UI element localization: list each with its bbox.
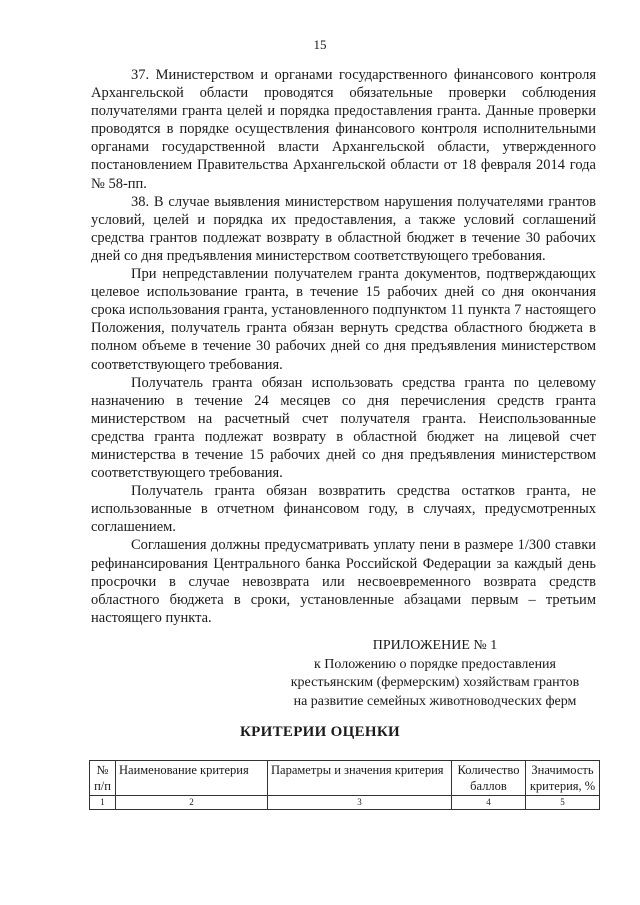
appendix-line-2: крестьянским (фермерским) хозяйствам грантов bbox=[290, 675, 580, 690]
column-number-1: 1 bbox=[90, 796, 116, 810]
header-parameters: Параметры и значения критерия bbox=[268, 761, 452, 796]
paragraph-38-remainders: Получатель гранта обязан возвратить средства остатков гранта, не использованные в отчетном финансовом году, в случаях, предусмотренных соглашением. bbox=[91, 483, 596, 536]
appendix-heading bbox=[262, 637, 608, 711]
paragraph-38-penalty: Соглашения должны предусматривать уплату пени в размере 1/300 ставки рефинансирования Центрального банка Российской Федерации за каждый день просрочки в случае невозврата или несвоевременного возврата средств областного бюджета в сроки, установленные абзацами первым – третьим настоящего пункта. bbox=[91, 537, 596, 626]
appendix-title: ПРИЛОЖЕНИЕ № 1 bbox=[372, 638, 498, 653]
paragraph-38-usage: Получатель гранта обязан использовать средства гранта по целевому назначению в течение 24 месяцев со дня перечисления средств гранта министерством на расчетный счет получателя гранта. Неиспользованные средства гранта подлежат возврату в областной бюджет на лицевой счет министерства в течение 15 рабочих дней со дня предъявления министерством соответствующего требования. bbox=[91, 374, 596, 482]
paragraph-37: 37. Министерством и органами государственного финансового контроля Архангельской области проводятся обязательные проверки соблюдения получателями гранта целей и порядка предоставления гранта. Данные проверки проводятся в порядке осуществления финансового контроля исполнительными органами государственной власти Архангельской области, утвержденного постановлением Правительства Архангельской области от 18 февраля 2014 года № 58-пп. bbox=[91, 67, 596, 192]
table-column-numbers-row bbox=[90, 796, 600, 810]
column-number-2: 2 bbox=[116, 796, 268, 810]
criteria-title: КРИТЕРИИ ОЦЕНКИ bbox=[239, 724, 400, 740]
page-number: 15 bbox=[313, 37, 327, 52]
paragraph-38: 38. В случае выявления министерством нарушения получателями грантов условий, целей и порядка их предоставления, а также условий соглашений средства грантов подлежат возврату в областной бюджет в течение 30 рабочих дней со дня предъявления министерством соответствующего требования. bbox=[91, 193, 596, 264]
criteria-table bbox=[89, 760, 600, 810]
appendix-line-3: на развитие семейных животноводческих ферм bbox=[293, 693, 577, 709]
header-significance: Значимость критерия, % bbox=[526, 761, 600, 796]
paragraph-38-documents: При непредставлении получателем гранта документов, подтверждающих целевое использование гранта, в течение 15 рабочих дней со дня окончания срока использования гранта, установленного подпунктом 11 пункта 7 настоящего Положения, получатель гранта обязан вернуть средства областного бюджета в полном объеме в течение 30 рабочих дней со дня предъявления министерством соответствующего требования. bbox=[91, 266, 596, 373]
document-body bbox=[91, 66, 596, 627]
header-number: № п/п bbox=[90, 761, 116, 796]
header-points: Количество баллов bbox=[452, 761, 526, 796]
column-number-5: 5 bbox=[526, 796, 600, 810]
header-criterion-name: Наименование критерия bbox=[116, 761, 268, 796]
column-number-3: 3 bbox=[268, 796, 452, 810]
appendix-line-1: к Положению о порядке предоставления bbox=[314, 656, 556, 672]
table-header-row bbox=[90, 761, 600, 796]
column-number-4: 4 bbox=[452, 796, 526, 810]
